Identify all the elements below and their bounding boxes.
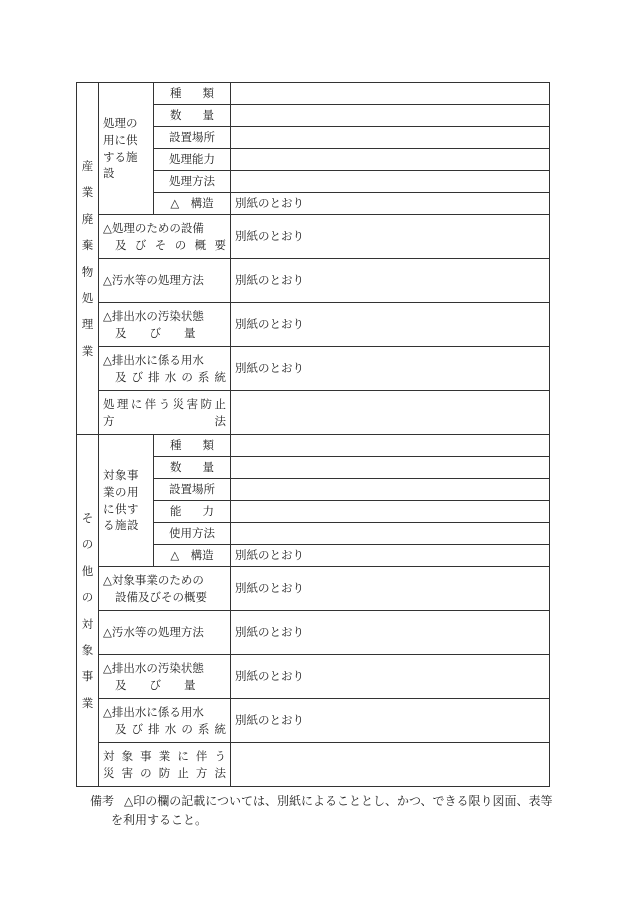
remarks-label: 備考: [90, 794, 115, 808]
value-cell[interactable]: 別紙のとおり: [231, 303, 550, 347]
facility-form-table: [76, 82, 550, 787]
row-label-effluent-state: △排出水の汚染状態 及 び 量: [99, 655, 231, 699]
section-heading-industrial-waste: 産 業 廃 棄 物 処 理 業: [77, 83, 99, 435]
value-cell[interactable]: [231, 501, 550, 523]
value-cell[interactable]: 別紙のとおり: [231, 655, 550, 699]
row-label-equipment-overview: △対象事業のための 設備及びその概要: [99, 567, 231, 611]
value-cell[interactable]: 別紙のとおり: [231, 545, 550, 567]
remarks-line-1: △印の欄の記載については、別紙によることとし、かつ、できる限り図面、表等: [124, 794, 553, 808]
row-label-effluent-state: △排出水の汚染状態 及 び 量: [99, 303, 231, 347]
sub-label-capacity: 能 力: [154, 501, 231, 523]
value-cell[interactable]: [231, 105, 550, 127]
sub-label-type: 種 類: [154, 83, 231, 105]
row-label-water-system: △排出水に係る用水 及び排水の系統: [99, 347, 231, 391]
value-cell[interactable]: 別紙のとおり: [231, 259, 550, 303]
row-label-equipment-overview: △処理のための設備 及びその概要: [99, 215, 231, 259]
value-cell[interactable]: [231, 127, 550, 149]
value-cell[interactable]: [231, 457, 550, 479]
sub-label-capacity: 処理能力: [154, 149, 231, 171]
section-heading-other-business: そ の 他 の 対 象 事 業: [77, 435, 99, 787]
value-cell[interactable]: [231, 523, 550, 545]
row-label-wastewater-method: △汚水等の処理方法: [99, 259, 231, 303]
sub-label-usage-method: 使用方法: [154, 523, 231, 545]
remarks-line-2: を利用すること。: [111, 813, 208, 827]
sub-label-type: 種 類: [154, 435, 231, 457]
sub-label-quantity: 数 量: [154, 457, 231, 479]
value-cell[interactable]: [231, 743, 550, 787]
sub-label-location: 設置場所: [154, 479, 231, 501]
value-cell[interactable]: 別紙のとおり: [231, 567, 550, 611]
group-label-processing-facility: 処理の 用に供 する施 設: [99, 83, 154, 215]
value-cell[interactable]: [231, 149, 550, 171]
sub-label-location: 設置場所: [154, 127, 231, 149]
row-label-water-system: △排出水に係る用水 及び排水の系統: [99, 699, 231, 743]
value-cell[interactable]: [231, 391, 550, 435]
value-cell[interactable]: 別紙のとおり: [231, 347, 550, 391]
row-label-disaster-prevention: 対象事業に伴う 災害の防止方法: [99, 743, 231, 787]
value-cell[interactable]: 別紙のとおり: [231, 193, 550, 215]
sub-label-structure: △ 構造: [154, 193, 231, 215]
value-cell[interactable]: [231, 479, 550, 501]
value-cell[interactable]: 別紙のとおり: [231, 611, 550, 655]
sub-label-quantity: 数 量: [154, 105, 231, 127]
value-cell[interactable]: [231, 435, 550, 457]
value-cell[interactable]: 別紙のとおり: [231, 215, 550, 259]
remarks-note: [90, 792, 560, 830]
value-cell[interactable]: [231, 83, 550, 105]
row-label-wastewater-method: △汚水等の処理方法: [99, 611, 231, 655]
group-label-target-facility: 対象事 業の用 に供す る施設: [99, 435, 154, 567]
value-cell[interactable]: [231, 171, 550, 193]
sub-label-method: 処理方法: [154, 171, 231, 193]
value-cell[interactable]: 別紙のとおり: [231, 699, 550, 743]
row-label-disaster-prevention: 処理に伴う災害防止 方 法: [99, 391, 231, 435]
sub-label-structure: △ 構造: [154, 545, 231, 567]
